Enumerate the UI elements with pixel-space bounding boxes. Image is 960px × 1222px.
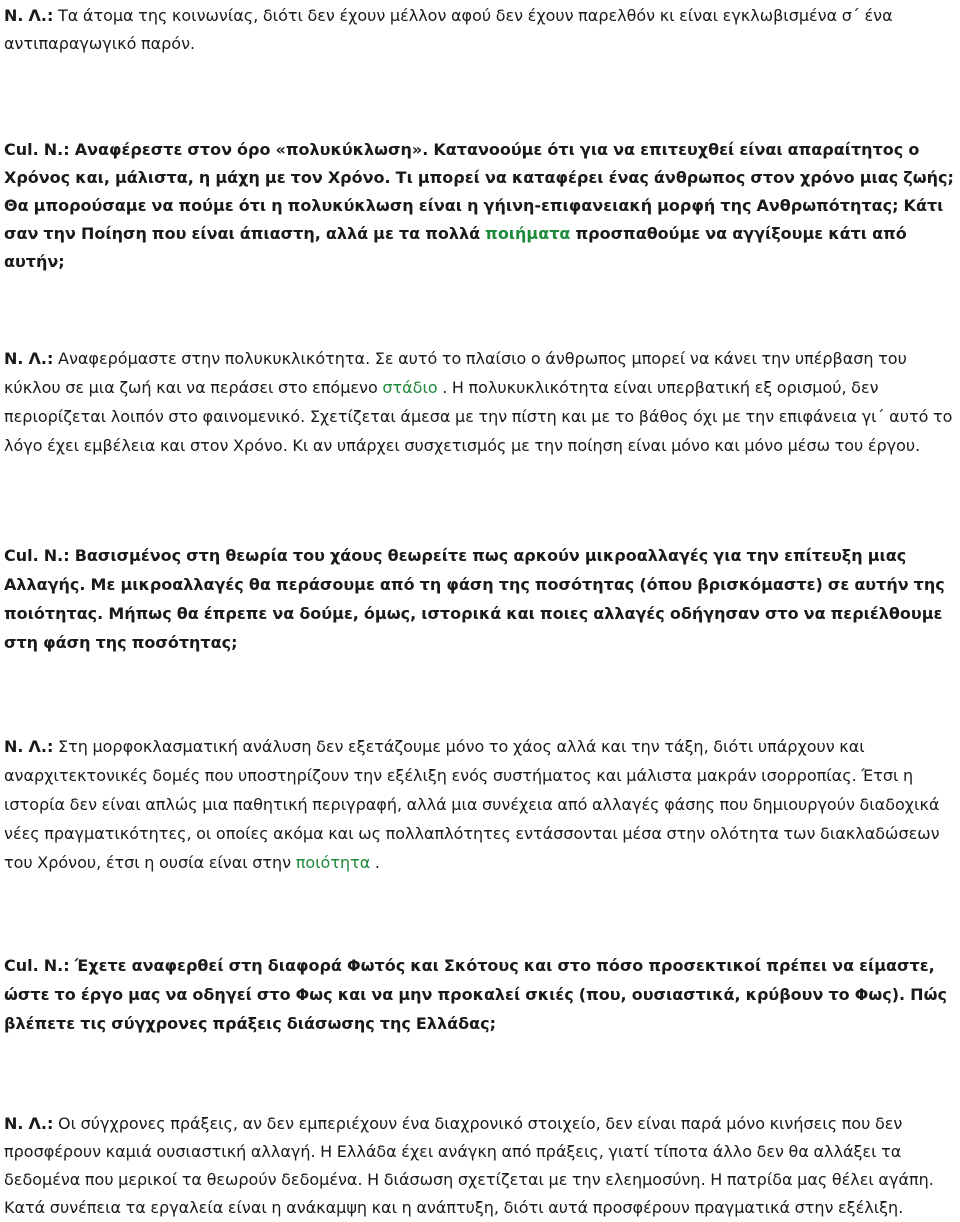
paragraph-text: Οι σύγχρονες πράξεις, αν δεν εμπεριέχουν ένα διαχρονικό στοιχείο, δεν είναι παρά μόνο κινήσεις που δεν προσφέρουν καμιά ουσιαστική αλλαγή. Η Ελλάδα έχει ανάγκη από πράξεις, γιατί τίποτα άλλο δεν θα αλλάξει τα δεδομένα που μερικοί τα θεωρούν δεδομένα. Η διάσωση σχετίζεται με την ελεημοσύνη. Η πατρίδα μας θέλει αγάπη. Κατά συνέπεια τα εργαλεία είναι η ανάκαμψη και η ανάπτυξη, διότι αυτά προσφέρουν πραγματικά στην εξέλιξη. — [4, 1114, 934, 1217]
inline-link[interactable]: στάδιο — [382, 378, 438, 397]
paragraph-2 — [4, 136, 956, 276]
paragraph-4 — [4, 541, 956, 657]
paragraph-text: . Η πολυκυκλικότητα είναι υπερβατική εξ ορισμού, δεν περιορίζεται λοιπόν στο φαινομενικό. Σχετίζεται άμεσα με την πίστη και με το βάθος όχι με την επιφάνεια γι΄ αυτό το λόγο έχει εμβέλεια και στον Χρόνο. Κι αν υπάρχει συσχετισμός με την ποίηση είναι μόνο και μόνο μέσω του έργου. — [4, 378, 953, 455]
paragraph-7 — [4, 1110, 956, 1222]
inline-link[interactable]: ποιότητα — [295, 853, 371, 872]
paragraph-text: Έχετε αναφερθεί στη διαφορά Φωτός και Σκότους και στο πόσο προσεκτικοί πρέπει να είμαστε, ώστε το έργο μας να οδηγεί στο Φως και να μην προκαλεί σκιές (που, ουσιαστικά, κρύβουν το Φως). Πώς βλέπετε τις σύγχρονες πράξεις διάσωσης της Ελλάδας; — [4, 956, 947, 1033]
paragraph-text: Τα άτομα της κοινωνίας, διότι δεν έχουν μέλλον αφού δεν έχουν παρελθόν κι είναι εγκλωβισμένα σ΄ ένα αντιπαραγωγικό παρόν. — [4, 6, 893, 53]
speaker-label: Ν. Λ.: — [4, 6, 54, 25]
speaker-label: Cul. N.: — [4, 140, 70, 159]
paragraph-text: Αναφέρεστε στον όρο «πολυκύκλωση». Κατανοούμε ότι για να επιτευχθεί είναι απαραίτητος ο Χρόνος και, μάλιστα, η μάχη με τον Χρόνο. Τι μπορεί να καταφέρει ένας άνθρωπος στον χρόνο μιας ζωής; Θα μπορούσαμε να πούμε ότι η πολυκύκλωση είναι η γήινη-επιφανειακή μορφή της Ανθρωπότητας; Κάτι σαν την Ποίηση που είναι άπιαστη, αλλά με τα πολλά — [4, 140, 954, 243]
paragraph-text: Στη μορφοκλασματική ανάλυση δεν εξετάζουμε μόνο το χάος αλλά και την τάξη, διότι υπάρχουν και αναρχιτεκτονικές δομές που υποστηρίζουν την εξέλιξη ενός συστήματος και μάλιστα μακράν ισορροπίας. Έτσι η ιστορία δεν είναι απλώς μια παθητική περιγραφή, αλλά μια συνέχεια από αλλαγές φάσης που δημιουργούν διαδοχικά νέες πραγματικότητες, οι οποίες ακόμα και ως πολλαπλότητες εντάσσονται μέσα στην ολότητα των διακλαδώσεων του Χρόνου, έτσι η ουσία είναι στην — [4, 737, 940, 872]
speaker-label: Cul. N.: — [4, 546, 70, 565]
paragraph-text: προσπαθούμε να αγγίξουμε κάτι από αυτήν; — [4, 224, 907, 271]
speaker-label: Ν. Λ.: — [4, 349, 54, 368]
paragraph-1 — [4, 2, 956, 58]
speaker-label: Cul. N.: — [4, 956, 70, 975]
paragraph-text: Βασισμένος στη θεωρία του χάους θεωρείτε πως αρκούν μικροαλλαγές για την επίτευξη μιας Αλλαγής. Με μικροαλλαγές θα περάσουμε από τη φάση της ποσότητας (όπου βρισκόμαστε) σε αυτήν της ποιότητας. Μήπως θα έπρεπε να δούμε, όμως, ιστορικά και ποιες αλλαγές οδήγησαν στο να περιέλθουμε στη φάση της ποσότητας; — [4, 546, 945, 652]
inline-link[interactable]: ποιήματα — [485, 224, 571, 243]
paragraph-5 — [4, 732, 956, 877]
speaker-label: Ν. Λ.: — [4, 1114, 54, 1133]
paragraph-6 — [4, 951, 956, 1038]
paragraph-text: Αναφερόμαστε στην πολυκυκλικότητα. Σε αυτό το πλαίσιο ο άνθρωπος μπορεί να κάνει την υπέρβαση του κύκλου σε μια ζωή και να περάσει στο επόμενο — [4, 349, 907, 397]
paragraph-3 — [4, 344, 956, 460]
paragraph-text: . — [370, 853, 380, 872]
speaker-label: Ν. Λ.: — [4, 737, 54, 756]
